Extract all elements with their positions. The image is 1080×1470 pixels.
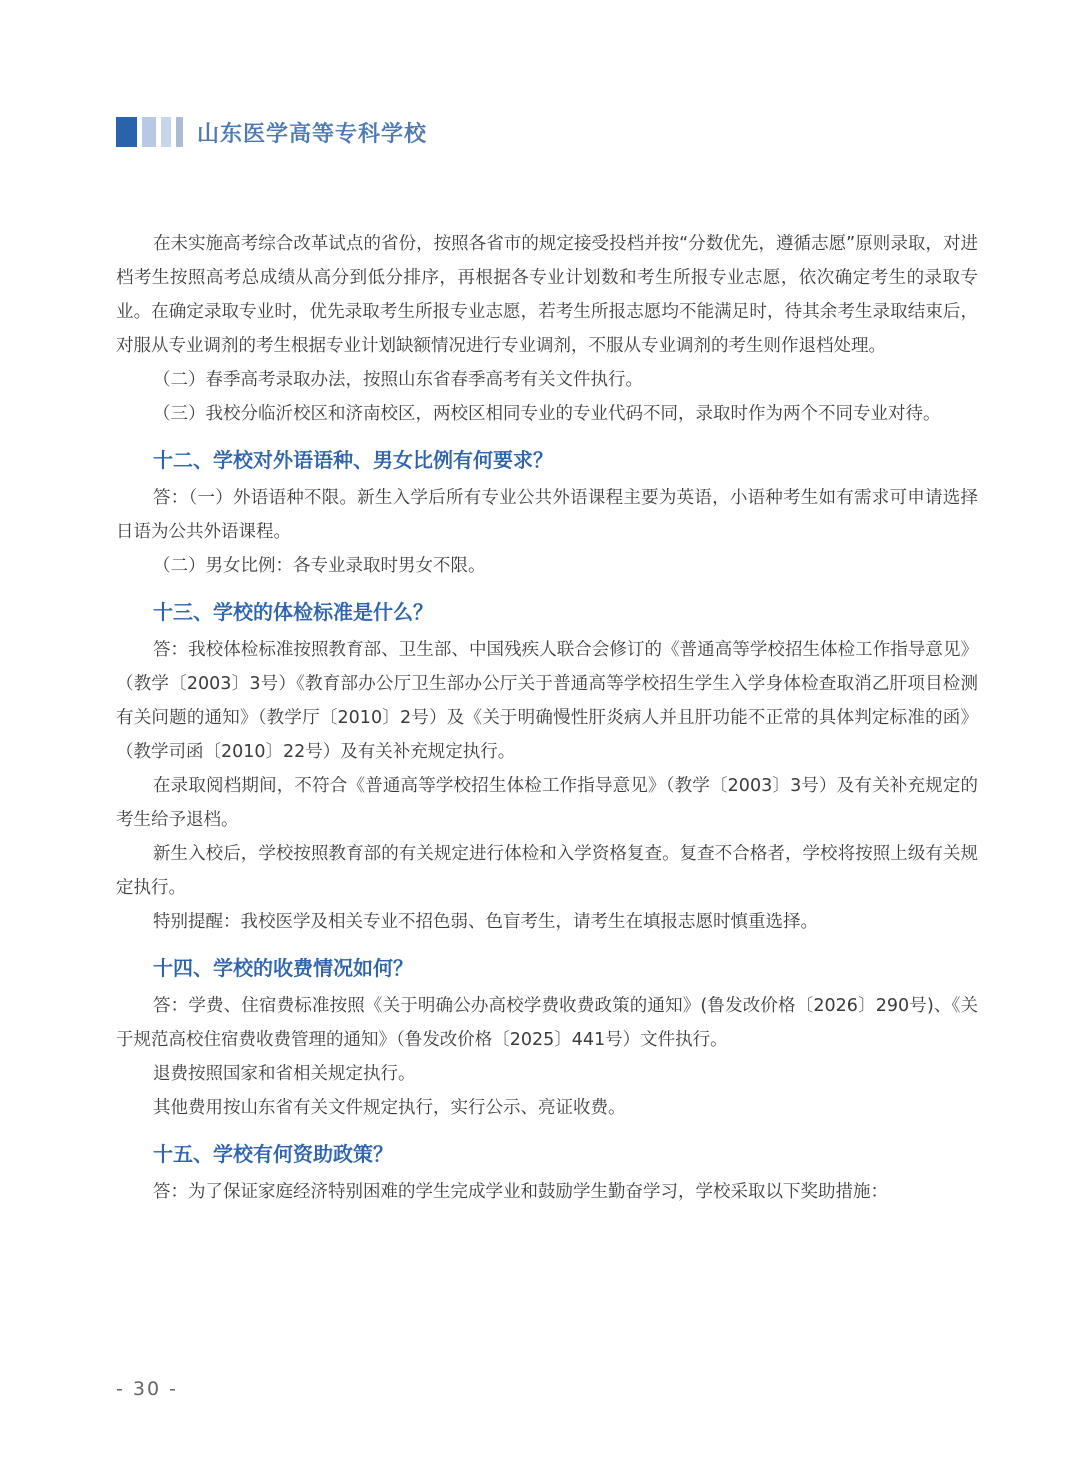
brand-bar: [161, 117, 171, 147]
section-heading: 十三、学校的体检标准是什么？: [153, 600, 433, 624]
document-body: [116, 227, 978, 1209]
school-name: 山东医学高等专科学校: [197, 121, 428, 147]
body-paragraph: 答：（一）外语语种不限。新生入学后所有专业公共外语课程主要为英语，小语种考生如有需求可申请选择日语为公共外语课程。: [116, 488, 978, 542]
section-heading: 十五、学校有何资助政策？: [153, 1142, 393, 1166]
brand-bar: [116, 117, 137, 147]
body-paragraph: （二）春季高考录取办法，按照山东省春季高考有关文件执行。: [153, 370, 643, 390]
page-number: - 30 -: [116, 1378, 178, 1400]
brand-bar: [142, 117, 156, 147]
body-paragraph: 答：学费、住宿费标准按照《关于明确公办高校学费收费政策的通知》(鲁发改价格〔2026〕290号)、《关于规范高校住宿费收费管理的通知》（鲁发改价格〔2025〕441号）文件执行。: [116, 996, 978, 1050]
page-header: [116, 116, 427, 148]
body-paragraph: 其他费用按山东省有关文件规定执行，实行公示、亮证收费。: [153, 1098, 626, 1118]
body-paragraph: （三）我校分临沂校区和济南校区，两校区相同专业的专业代码不同，录取时作为两个不同专业对待。: [153, 404, 941, 424]
body-paragraph: 答：为了保证家庭经济特别困难的学生完成学业和鼓励学生勤奋学习，学校采取以下奖助措施：: [153, 1182, 888, 1202]
body-paragraph: （二）男女比例：各专业录取时男女不限。: [153, 556, 486, 576]
body-paragraph: 答：我校体检标准按照教育部、卫生部、中国残疾人联合会修订的《普通高等学校招生体检工作指导意见》（教学〔2003〕3号）《教育部办公厅卫生部办公厅关于普通高等学校招生学生入学身体检查取消乙肝项目检测有关问题的通知》（教学厅〔2010〕2号）及《关于明确慢性肝炎病人并且肝功能不正常的具体判定标准的函》（教学司函〔2010〕22号）及有关补充规定执行。: [116, 640, 978, 762]
body-paragraph: 在未实施高考综合改革试点的省份，按照各省市的规定接受投档并按“分数优先，遵循志愿”原则录取，对进档考生按照高考总成绩从高分到低分排序，再根据各专业计划数和考生所报专业志愿，依次确定考生的录取专业。在确定录取专业时，优先录取考生所报专业志愿，若考生所报志愿均不能满足时，待其余考生录取结束后，对服从专业调剂的考生根据专业计划缺额情况进行专业调剂，不服从专业调剂的考生则作退档处理。: [116, 234, 978, 356]
body-paragraph: 新生入校后，学校按照教育部的有关规定进行体检和入学资格复查。复查不合格者，学校将按照上级有关规定执行。: [116, 844, 978, 898]
brand-bars-logo: [116, 117, 183, 147]
body-paragraph: 在录取阅档期间，不符合《普通高等学校招生体检工作指导意见》（教学〔2003〕3号）及有关补充规定的考生给予退档。: [116, 776, 978, 830]
body-paragraph: 特别提醒：我校医学及相关专业不招色弱、色盲考生，请考生在填报志愿时慎重选择。: [153, 912, 818, 932]
body-paragraph: 退费按照国家和省相关规定执行。: [153, 1064, 416, 1084]
section-heading: 十二、学校对外语语种、男女比例有何要求？: [153, 448, 553, 472]
section-heading: 十四、学校的收费情况如何？: [153, 956, 413, 980]
brand-bar: [176, 117, 183, 147]
